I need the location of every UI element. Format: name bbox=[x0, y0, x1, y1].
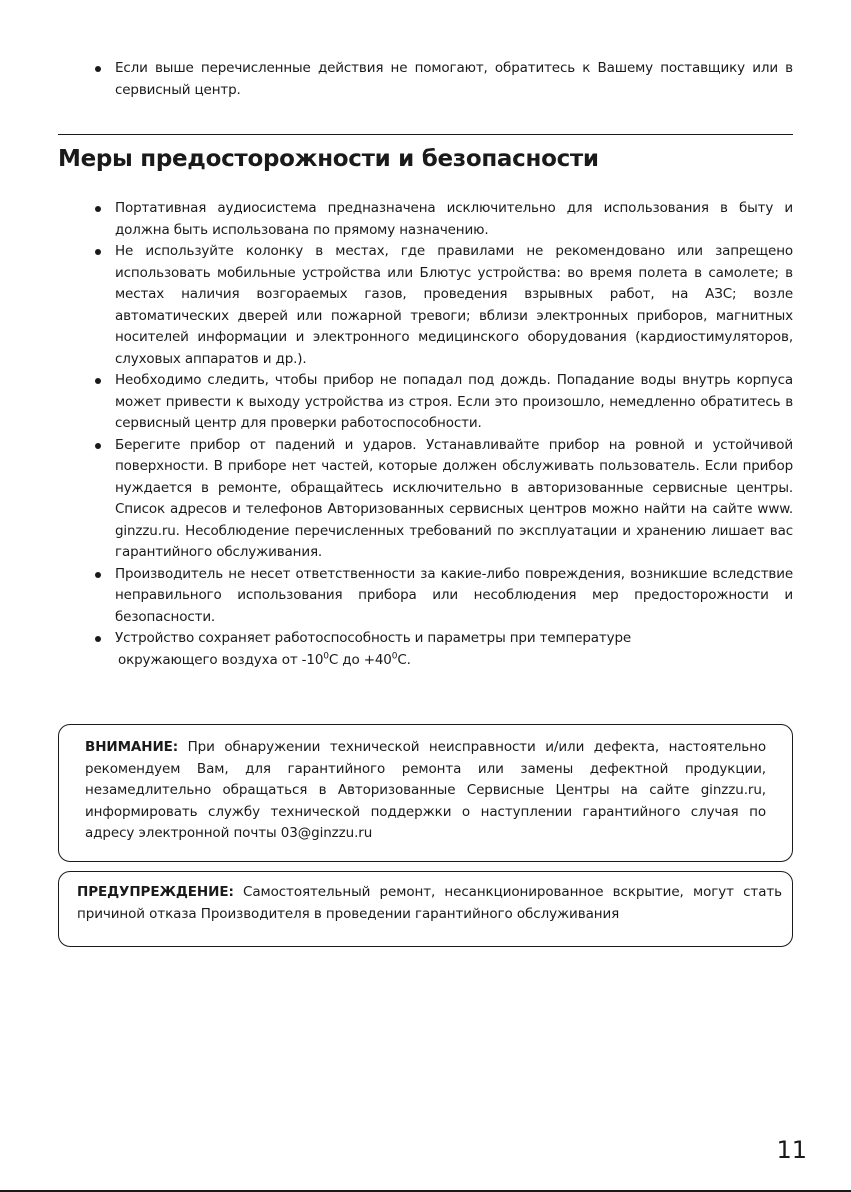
attention-notice-box bbox=[58, 724, 793, 862]
list-item bbox=[91, 435, 793, 564]
temperature-text-b: C до +40 bbox=[328, 651, 392, 668]
bullet-icon bbox=[95, 636, 101, 642]
list-item bbox=[91, 370, 793, 435]
bullet-icon bbox=[95, 249, 101, 255]
temperature-text-a: окружающего воздуха от -10 bbox=[118, 651, 324, 668]
list-item-text: Портативная аудиосистема предназначена исключительно для использования в быту и должна быть использована по прямому назначению. bbox=[115, 200, 793, 238]
list-item bbox=[91, 564, 793, 629]
list-item-text: Берегите прибор от падений и ударов. Устанавливайте прибор на ровной и устойчивой поверхности. В приборе нет частей, которые должен обслуживать пользователь. Если прибор нуждается в ремонте, обращайтесь исключительно в авторизованные сервисные центры. Список адресов и телефонов Авторизованных сервисных центров можно найти на сайте www. ginzzu.ru. Несоблюдение перечисленных требований по эксплуатации и хранению лишает вас гарантийного обслуживания. bbox=[115, 436, 793, 560]
warning-notice-box bbox=[58, 871, 793, 947]
list-item-text: Необходимо следить, чтобы прибор не попадал под дождь. Попадание воды внутрь корпуса может привести к выходу устройства из строя. Если это произошло, немедленно обратитесь в сервисный центр для проверки работоспособности. bbox=[115, 372, 793, 431]
bullet-icon bbox=[95, 206, 101, 212]
warning-text: Самостоятельный ремонт, несанкционированное вскрытие, могут стать причиной отказа Производителя в проведении гарантийного обслуживания bbox=[77, 884, 782, 922]
list-item-text: Производитель не несет ответственности за какие-либо повреждения, возникшие вследствие неправильного использования прибора или несоблюдения мер предосторожности и безопасности. bbox=[115, 565, 793, 625]
list-item bbox=[91, 198, 793, 241]
bullet-icon bbox=[95, 378, 101, 384]
section-divider bbox=[58, 134, 793, 135]
temperature-line-2 bbox=[118, 652, 411, 668]
list-item-text: Если выше перечисленные действия не помогают, обратитесь к Вашему поставщику или в сервисный центр. bbox=[115, 60, 793, 98]
warning-label: ПРЕДУПРЕЖДЕНИЕ: bbox=[77, 884, 234, 900]
safety-list bbox=[91, 198, 793, 671]
list-item-temperature bbox=[91, 628, 793, 671]
bullet-icon bbox=[95, 443, 101, 449]
page-number: 11 bbox=[776, 1136, 807, 1164]
degree-mark: 0 bbox=[323, 651, 329, 661]
list-item bbox=[91, 58, 793, 101]
bullet-icon bbox=[95, 572, 101, 578]
intro-list bbox=[91, 58, 793, 101]
attention-label: ВНИМАНИЕ: bbox=[85, 739, 179, 755]
list-item bbox=[91, 241, 793, 370]
temperature-text-c: C. bbox=[397, 651, 411, 668]
temperature-line-1: Устройство сохраняет работоспособность и параметры при температуре bbox=[115, 630, 632, 646]
section-title: Меры предосторожности и безопасности bbox=[58, 146, 599, 172]
attention-text: При обнаружении технической неисправности и/или дефекта, настоятельно рекомендуем Вам, для гарантийного ремонта или замены дефектной продукции, незамедлительно обращаться в Авторизованные Сервисные Центры на сайте ginzzu.ru, информировать службу технической поддержки о наступлении гарантийного случая по адресу электронной почты 03@ginzzu.ru bbox=[85, 739, 766, 841]
list-item-text: Не используйте колонку в местах, где правилами не рекомендовано или запрещено использовать мобильные устройства или Блютус устройства: во время полета в самолете; в местах наличия возгораемых газов, проведения взрывных работ, на АЗС; возле автоматических дверей или пожарной тревоги; вблизи электронных приборов, магнитных носителей информации и электронного медицинского оборудования (кардиостимуляторов, слуховых аппаратов и др.). bbox=[115, 243, 793, 367]
degree-mark: 0 bbox=[391, 651, 398, 661]
bullet-icon bbox=[95, 66, 101, 72]
